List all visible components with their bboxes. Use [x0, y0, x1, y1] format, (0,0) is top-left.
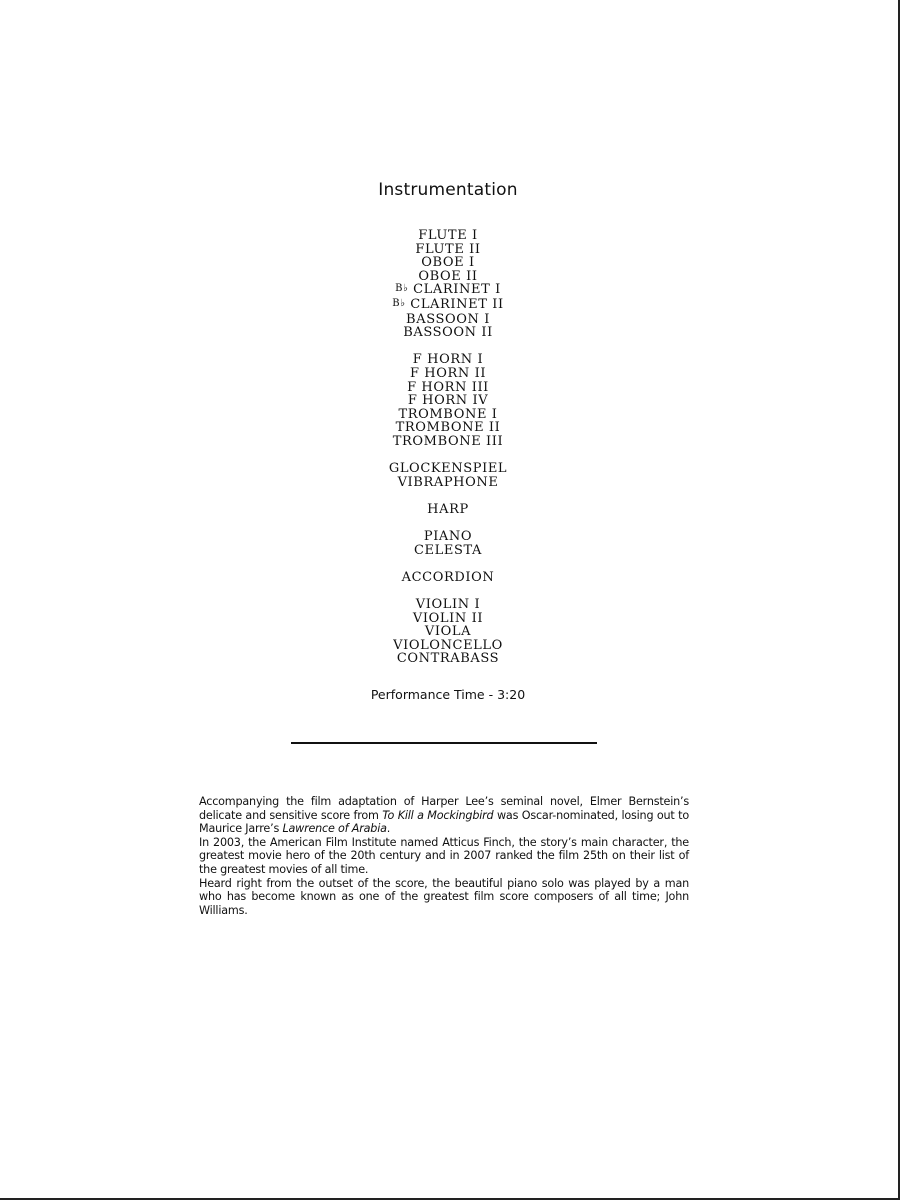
notes-text: Accompanying the film adaptation of Harper Lee’s seminal novel, Elmer Bernstein’s delicate and sensitive score from — [199, 795, 689, 822]
instrument-name — [0, 353, 896, 367]
instrument-name — [0, 476, 896, 490]
instrument-label: TROMBONE II — [395, 420, 501, 436]
instrument-label: F HORN IV — [407, 393, 489, 409]
instrument-name — [0, 256, 896, 270]
instrument-label: CONTRABASS — [396, 651, 500, 667]
instrument-name — [0, 571, 896, 585]
instrument-name — [0, 462, 896, 476]
instrument-name — [0, 652, 896, 666]
instrument-label: OBOE II — [418, 268, 478, 284]
instrument-name — [0, 229, 896, 243]
instrument-group — [0, 503, 896, 517]
performance-time: Performance Time - 3:20 — [370, 687, 526, 702]
instrument-name — [0, 544, 896, 558]
instrument-label: F HORN III — [407, 379, 489, 395]
divider-rule — [291, 742, 597, 744]
instrument-label: CELESTA — [413, 542, 482, 558]
instrument-label: OBOE I — [421, 255, 475, 271]
instrument-group — [0, 530, 896, 557]
instrument-label: VIBRAPHONE — [397, 474, 499, 490]
instrument-label: CLARINET I — [413, 282, 501, 298]
instrument-label: TROMBONE I — [398, 406, 498, 422]
instrument-name — [0, 381, 896, 395]
notes-text: . — [386, 822, 391, 836]
instrument-group — [0, 571, 896, 585]
notes-paragraph-2: In 2003, the American Film Institute named Atticus Finch, the story’s main character, the greatest movie hero of the 20th century and in 2007 ranked the film 25th on their list of the greatest movies of all time. — [199, 835, 689, 876]
instrument-name — [0, 394, 896, 408]
instrument-label: PIANO — [423, 529, 473, 545]
instrument-group — [0, 229, 896, 340]
instrument-group — [0, 353, 896, 448]
notes-text: was Oscar-nominated, losing out to Maurice Jarre’s — [199, 808, 689, 836]
instrument-name — [0, 313, 896, 327]
program-notes — [199, 795, 689, 917]
instrument-label: VIOLONCELLO — [393, 637, 503, 653]
notes-paragraph-3: Heard right from the outset of the score, the beautiful piano solo was played by a man who has become known as one of the greatest film score composers of all time; John Williams. — [199, 876, 689, 917]
instrument-name — [0, 639, 896, 653]
instrument-name — [0, 503, 896, 517]
instrument-name — [0, 625, 896, 639]
instrument-name — [0, 435, 896, 449]
key-prefix: B♭ — [395, 283, 409, 295]
instrument-name — [0, 283, 896, 298]
instrument-name — [0, 612, 896, 626]
instrument-group — [0, 462, 896, 489]
instrument-label: F HORN I — [412, 352, 484, 368]
film-title: To Kill a Mockingbird — [382, 808, 494, 822]
instrument-name — [0, 270, 896, 284]
instrument-name — [0, 421, 896, 435]
instrument-name — [0, 243, 896, 257]
instrument-label: CLARINET II — [410, 296, 504, 312]
key-prefix: B♭ — [392, 297, 406, 309]
instrument-label: VIOLA — [424, 624, 472, 640]
instrument-group — [0, 598, 896, 666]
notes-paragraph-1 — [199, 795, 689, 836]
instrument-name — [0, 367, 896, 381]
instrument-label: TROMBONE III — [392, 433, 504, 449]
instrument-label: GLOCKENSPIEL — [388, 461, 508, 477]
instrument-name — [0, 408, 896, 422]
instrument-list — [0, 229, 896, 666]
page-title: Instrumentation — [378, 180, 518, 200]
instrument-name — [0, 598, 896, 612]
instrument-label: F HORN II — [409, 365, 487, 381]
instrument-label: BASSOON I — [406, 311, 490, 327]
instrument-label: HARP — [427, 501, 469, 517]
instrument-label: FLUTE I — [418, 228, 478, 243]
instrument-label: VIOLIN II — [412, 610, 484, 626]
instrument-name — [0, 530, 896, 544]
film-title: Lawrence of Arabia — [282, 822, 387, 836]
instrument-label: BASSOON II — [403, 325, 493, 341]
instrument-name — [0, 326, 896, 340]
instrument-label: VIOLIN I — [415, 597, 481, 613]
instrument-label: FLUTE II — [415, 241, 481, 257]
instrument-name — [0, 298, 896, 313]
instrument-label: ACCORDION — [401, 569, 495, 585]
